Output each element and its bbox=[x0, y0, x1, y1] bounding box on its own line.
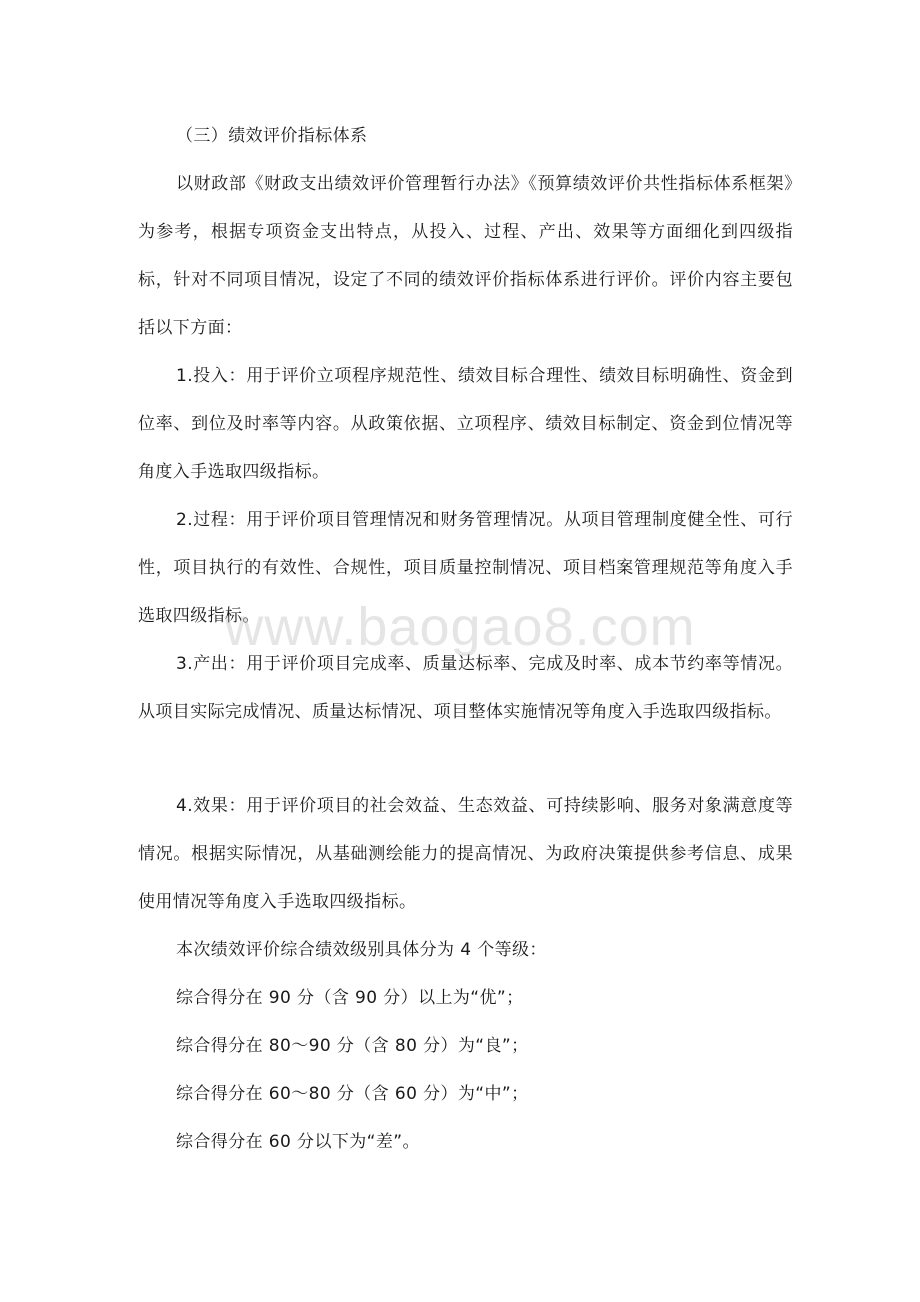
grade-good: 综合得分在 80～90 分（含 80 分）为“良”； bbox=[176, 1036, 529, 1056]
grade-poor: 综合得分在 60 分以下为“差”。 bbox=[176, 1132, 420, 1152]
item-input-paragraph: 1.投入：用于评价立项程序规范性、绩效目标合理性、绩效目标明确性、资金到位率、到位及时率等内容。从政策依据、立项程序、绩效目标制定、资金到位情况等角度入手选取四级指标。 bbox=[138, 366, 793, 482]
item-process-paragraph: 2.过程：用于评价项目管理情况和财务管理情况。从项目管理制度健全性、可行性，项目执行的有效性、合规性，项目质量控制情况、项目档案管理规范等角度入手选取四级指标。 bbox=[138, 510, 793, 626]
grading-intro: 本次绩效评价综合绩效级别具体分为 4 个等级： bbox=[176, 940, 547, 960]
item-output-paragraph: 3.产出：用于评价项目完成率、质量达标率、完成及时率、成本节约率等情况。从项目实际完成情况、质量达标情况、项目整体实施情况等角度入手选取四级指标。 bbox=[138, 654, 793, 722]
intro-paragraph: 以财政部《财政支出绩效评价管理暂行办法》《预算绩效评价共性指标体系框架》为参考，根据专项资金支出特点，从投入、过程、产出、效果等方面细化到四级指标，针对不同项目情况，设定了不同的绩效评价指标体系进行评价。评价内容主要包括以下方面： bbox=[138, 174, 793, 338]
section-heading: （三）绩效评价指标体系 bbox=[176, 126, 368, 146]
document-body bbox=[138, 112, 793, 1166]
grade-medium: 综合得分在 60～80 分（含 60 分）为“中”； bbox=[176, 1084, 529, 1104]
watermark-text: www.baogao8.com bbox=[224, 597, 696, 657]
grade-excellent: 综合得分在 90 分（含 90 分）以上为“优”； bbox=[176, 988, 524, 1008]
item-effect-paragraph: 4.效果：用于评价项目的社会效益、生态效益、可持续影响、服务对象满意度等情况。根据实际情况，从基础测绘能力的提高情况、为政府决策提供参考信息、成果使用情况等角度入手选取四级指标。 bbox=[138, 796, 793, 912]
